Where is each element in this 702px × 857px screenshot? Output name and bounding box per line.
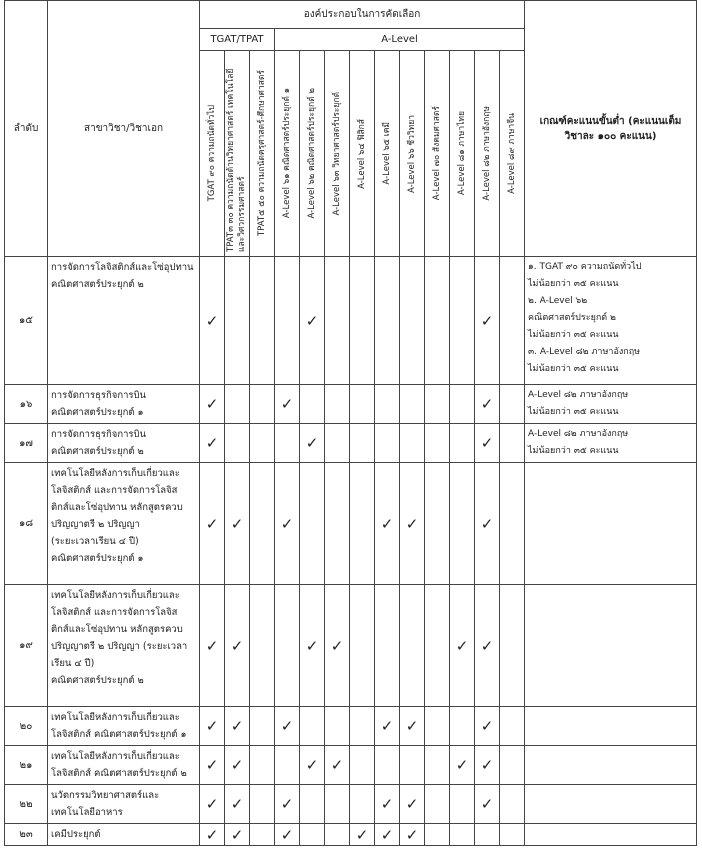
check-mark-icon: ✓ (280, 795, 294, 813)
check-mark-icon: ✓ (280, 395, 294, 413)
header-seq: ลำดับ (5, 1, 48, 257)
check-mark-icon: ✓ (280, 825, 294, 844)
check-mark-icon: ✓ (205, 717, 219, 735)
row-criteria (525, 824, 697, 846)
row-criteria (525, 257, 697, 385)
check-cell (450, 824, 475, 846)
check-cell (475, 824, 500, 846)
check-cell (350, 746, 375, 785)
check-mark-icon: ✓ (380, 795, 394, 813)
check-cell (375, 385, 400, 424)
check-cell (275, 746, 300, 785)
check-cell (500, 463, 525, 585)
check-mark-icon: ✓ (455, 756, 469, 774)
check-mark-icon: ✓ (205, 756, 219, 774)
check-cell (275, 385, 300, 424)
check-cell (500, 257, 525, 385)
header-col-label: A-Level ๖๓ วิทยาศาสตร์ประยุกต์ (331, 91, 342, 216)
check-cell (475, 746, 500, 785)
check-cell (425, 424, 450, 463)
check-cell (350, 257, 375, 385)
row-seq: ๑๙ (5, 585, 48, 707)
check-cell (450, 385, 475, 424)
check-cell (475, 385, 500, 424)
check-cell (425, 585, 450, 707)
check-cell (475, 257, 500, 385)
table-row (5, 424, 697, 463)
check-cell (350, 824, 375, 846)
major-line: เทคโนโลยีหลังการเก็บเกี่ยวและ (51, 751, 180, 762)
check-cell (475, 785, 500, 824)
row-criteria (525, 585, 697, 707)
major-line: ติกส์และโซ่อุปทาน หลักสูตรควบ (51, 624, 183, 635)
check-cell (500, 785, 525, 824)
header-col-label: A-Level ๖๒ คณิตศาสตร์ประยุกต์ ๒ (306, 88, 317, 219)
check-cell (275, 424, 300, 463)
table-row (5, 385, 697, 424)
check-cell (200, 585, 225, 707)
row-criteria (525, 424, 697, 463)
check-cell (200, 385, 225, 424)
major-line: โลจิสติกส์ คณิตศาสตร์ประยุกต์ ๒ (51, 768, 187, 779)
check-cell (250, 585, 275, 707)
header-col-label: A-Level ๖๕ เคมี (381, 122, 392, 185)
check-cell (250, 257, 275, 385)
header-col-label: TPAT๕ ๕๐ ความถนัดครุศาสตร์-ศึกษาศาสตร์ (256, 70, 267, 237)
row-major (48, 824, 200, 846)
check-mark-icon: ✓ (230, 825, 244, 844)
check-cell (200, 824, 225, 846)
row-major (48, 746, 200, 785)
major-line: นวัตกรรมวิทยาศาสตร์และ (51, 790, 160, 801)
check-cell (425, 785, 450, 824)
check-mark-icon: ✓ (205, 311, 219, 330)
check-cell (400, 385, 425, 424)
major-line: โลจิสติกส์ และการจัดการโลจิส (51, 485, 178, 496)
check-mark-icon: ✓ (205, 395, 219, 413)
row-seq: ๑๘ (5, 463, 48, 585)
check-cell (450, 746, 475, 785)
check-cell (425, 824, 450, 846)
table-row (5, 585, 697, 707)
check-mark-icon: ✓ (330, 636, 344, 655)
check-cell (400, 257, 425, 385)
check-cell (400, 463, 425, 585)
check-cell (450, 585, 475, 707)
check-cell (300, 785, 325, 824)
header-col-label: A-Level ๗๐ สังคมศาสตร์ (431, 106, 442, 201)
major-line: เทคโนโลยีหลังการเก็บเกี่ยวและ (51, 468, 180, 479)
check-mark-icon: ✓ (305, 311, 319, 330)
check-cell (375, 824, 400, 846)
check-cell (250, 463, 275, 585)
check-cell (475, 707, 500, 746)
header-col-label: TPAT๓ ๓๐ ความถนัดด้านวิทยาศาสตร์ เทคโนโลยี และวิศวกรรมศาสตร์ (226, 68, 247, 252)
table-row (5, 824, 697, 846)
header-col-10 (425, 51, 450, 257)
check-cell (500, 707, 525, 746)
check-mark-icon: ✓ (405, 717, 419, 735)
row-criteria (525, 707, 697, 746)
header-col-label: A-Level ๘๙ ภาษาจีน (506, 113, 517, 194)
header-components: องค์ประกอบในการคัดเลือก (200, 1, 525, 29)
check-cell (325, 257, 350, 385)
check-mark-icon: ✓ (480, 434, 494, 452)
header-group-alevel: A-Level (275, 29, 525, 51)
header-col-2 (225, 51, 250, 257)
check-mark-icon: ✓ (480, 795, 494, 813)
check-cell (275, 463, 300, 585)
row-major (48, 785, 200, 824)
header-col-3 (250, 51, 275, 257)
header-col-13 (500, 51, 525, 257)
check-cell (400, 424, 425, 463)
check-cell (275, 785, 300, 824)
check-cell (325, 785, 350, 824)
check-cell (200, 424, 225, 463)
check-cell (300, 257, 325, 385)
check-cell (225, 463, 250, 585)
row-seq: ๑๗ (5, 424, 48, 463)
row-major (48, 257, 200, 385)
header-col-8 (375, 51, 400, 257)
header-group-tgat: TGAT/TPAT (200, 29, 275, 51)
check-mark-icon: ✓ (480, 717, 494, 735)
major-line: คณิตศาสตร์ประยุกต์ ๑ (51, 553, 144, 564)
table-row (5, 707, 697, 746)
check-cell (250, 707, 275, 746)
check-cell (350, 707, 375, 746)
criteria-line: ไม่น้อยกว่า ๓๕ คะแนน (528, 446, 619, 456)
check-mark-icon: ✓ (480, 395, 494, 413)
major-line: ปริญญาตรี ๒ ปริญญา (51, 519, 140, 530)
criteria-line: A-Level ๘๒ ภาษาอังกฤษ (528, 390, 629, 400)
check-cell (325, 585, 350, 707)
row-criteria (525, 746, 697, 785)
check-cell (325, 707, 350, 746)
check-cell (425, 385, 450, 424)
check-cell (350, 385, 375, 424)
header-major: สาขาวิชา/วิชาเอก (48, 1, 200, 257)
header-col-4 (275, 51, 300, 257)
major-line: การจัดการธุรกิจการบิน (51, 390, 147, 401)
row-major (48, 424, 200, 463)
check-mark-icon: ✓ (480, 514, 494, 533)
table-row (5, 257, 697, 385)
check-cell (225, 424, 250, 463)
check-mark-icon: ✓ (455, 636, 469, 655)
check-mark-icon: ✓ (230, 795, 244, 813)
check-mark-icon: ✓ (480, 636, 494, 655)
row-criteria (525, 463, 697, 585)
major-line: เรียน ๔ ปี) (51, 658, 95, 669)
check-mark-icon: ✓ (305, 636, 319, 655)
criteria-line: A-Level ๘๒ ภาษาอังกฤษ (528, 429, 629, 439)
row-major (48, 385, 200, 424)
check-cell (400, 785, 425, 824)
check-mark-icon: ✓ (405, 514, 419, 533)
check-cell (325, 746, 350, 785)
check-cell (375, 257, 400, 385)
check-cell (450, 463, 475, 585)
check-cell (225, 785, 250, 824)
check-cell (350, 463, 375, 585)
check-mark-icon: ✓ (305, 434, 319, 452)
row-major (48, 463, 200, 585)
major-line: เคมีประยุกต์ (51, 829, 101, 840)
check-cell (200, 746, 225, 785)
check-mark-icon: ✓ (205, 514, 219, 533)
row-seq: ๑๕ (5, 257, 48, 385)
check-cell (275, 707, 300, 746)
check-cell (375, 424, 400, 463)
check-mark-icon: ✓ (230, 717, 244, 735)
check-cell (225, 385, 250, 424)
check-mark-icon: ✓ (405, 825, 419, 844)
check-cell (225, 824, 250, 846)
check-cell (475, 463, 500, 585)
check-mark-icon: ✓ (480, 756, 494, 774)
check-cell (325, 463, 350, 585)
check-cell (275, 585, 300, 707)
header-col-7 (350, 51, 375, 257)
check-cell (375, 707, 400, 746)
check-cell (425, 463, 450, 585)
check-cell (225, 746, 250, 785)
check-cell (500, 385, 525, 424)
check-cell (425, 257, 450, 385)
check-mark-icon: ✓ (205, 825, 219, 844)
major-line: โลจิสติกส์ คณิตศาสตร์ประยุกต์ ๑ (51, 729, 187, 740)
check-cell (275, 824, 300, 846)
criteria-line: ไม่น้อยกว่า ๓๕ คะแนน (528, 364, 619, 374)
check-cell (400, 746, 425, 785)
check-mark-icon: ✓ (280, 514, 294, 533)
table-row (5, 746, 697, 785)
check-cell (375, 463, 400, 585)
check-cell (200, 707, 225, 746)
check-mark-icon: ✓ (380, 717, 394, 735)
check-cell (225, 585, 250, 707)
check-cell (350, 785, 375, 824)
row-criteria (525, 385, 697, 424)
header-col-11 (450, 51, 475, 257)
major-line: เทคโนโลยีหลังการเก็บเกี่ยวและ (51, 590, 180, 601)
check-cell (400, 824, 425, 846)
check-mark-icon: ✓ (230, 514, 244, 533)
check-cell (450, 785, 475, 824)
row-seq: ๒๑ (5, 746, 48, 785)
major-line: เทคโนโลยีอาหาร (51, 807, 123, 818)
header-col-1 (200, 51, 225, 257)
check-mark-icon: ✓ (230, 756, 244, 774)
row-seq: ๑๖ (5, 385, 48, 424)
check-mark-icon: ✓ (305, 756, 319, 774)
check-cell (300, 707, 325, 746)
major-line: ปริญญาตรี ๒ ปริญญา (ระยะเวลา (51, 641, 188, 652)
check-cell (250, 746, 275, 785)
check-cell (450, 707, 475, 746)
check-cell (225, 707, 250, 746)
criteria-line: ไม่น้อยกว่า ๓๕ คะแนน (528, 330, 619, 340)
check-cell (250, 824, 275, 846)
major-line: ติกส์และโซ่อุปทาน หลักสูตรควบ (51, 502, 183, 513)
major-line: การจัดการโลจิสติกส์และโซ่อุปทาน (51, 262, 194, 273)
header-col-12 (475, 51, 500, 257)
table-row (5, 785, 697, 824)
check-cell (500, 424, 525, 463)
criteria-line: ไม่น้อยกว่า ๓๕ คะแนน (528, 279, 619, 289)
check-cell (400, 707, 425, 746)
check-mark-icon: ✓ (355, 825, 369, 844)
check-cell (200, 257, 225, 385)
check-cell (475, 585, 500, 707)
header-col-9 (400, 51, 425, 257)
major-line: คณิตศาสตร์ประยุกต์ ๒ (51, 675, 144, 686)
check-cell (300, 824, 325, 846)
criteria-line: ๓. A-Level ๘๒ ภาษาอังกฤษ (528, 347, 641, 357)
major-line: คณิตศาสตร์ประยุกต์ ๒ (51, 279, 144, 290)
row-major (48, 707, 200, 746)
check-mark-icon: ✓ (480, 311, 494, 330)
major-line: การจัดการธุรกิจการบิน (51, 429, 147, 440)
header-col-label: TGAT ๙๐ ความถนัดทั่วไป (206, 105, 217, 202)
major-line: เทคโนโลยีหลังการเก็บเกี่ยวและ (51, 712, 180, 723)
header-criteria: เกณฑ์คะแนนขั้นต่ำ (คะแนนเต็ม วิชาละ ๑๐๐ คะแนน) (525, 1, 697, 257)
check-cell (325, 424, 350, 463)
check-mark-icon: ✓ (380, 514, 394, 533)
header-col-label: A-Level ๖๑ คณิตศาสตร์ประยุกต์ ๑ (281, 88, 292, 219)
check-cell (350, 585, 375, 707)
check-cell (375, 785, 400, 824)
check-mark-icon: ✓ (205, 795, 219, 813)
check-mark-icon: ✓ (380, 825, 394, 844)
check-cell (400, 585, 425, 707)
check-mark-icon: ✓ (230, 636, 244, 655)
check-cell (325, 824, 350, 846)
check-cell (425, 746, 450, 785)
check-cell (300, 385, 325, 424)
admission-table (4, 0, 697, 846)
header-col-label: A-Level ๖๖ ชีววิทยา (406, 114, 417, 193)
header-col-label: A-Level ๘๑ ภาษาไทย (456, 111, 467, 196)
header-col-6 (325, 51, 350, 257)
check-cell (425, 707, 450, 746)
check-cell (500, 824, 525, 846)
check-cell (475, 424, 500, 463)
criteria-line: คณิตศาสตร์ประยุกต์ ๒ (528, 313, 616, 323)
check-cell (325, 385, 350, 424)
major-line: คณิตศาสตร์ประยุกต์ ๒ (51, 446, 144, 457)
check-mark-icon: ✓ (330, 756, 344, 774)
criteria-line: ๑. TGAT ๙๐ ความถนัดทั่วไป (528, 262, 642, 272)
check-cell (300, 463, 325, 585)
major-line: โลจิสติกส์ และการจัดการโลจิส (51, 607, 178, 618)
check-cell (200, 463, 225, 585)
major-line: คณิตศาสตร์ประยุกต์ ๑ (51, 407, 144, 418)
check-mark-icon: ✓ (405, 795, 419, 813)
check-cell (275, 257, 300, 385)
check-cell (300, 746, 325, 785)
check-cell (450, 257, 475, 385)
row-criteria (525, 785, 697, 824)
check-cell (375, 746, 400, 785)
check-cell (300, 585, 325, 707)
check-cell (450, 424, 475, 463)
check-cell (250, 785, 275, 824)
row-seq: ๒๓ (5, 824, 48, 846)
header-col-label: A-Level ๘๒ ภาษาอังกฤษ (481, 106, 492, 201)
check-cell (250, 385, 275, 424)
row-seq: ๒๒ (5, 785, 48, 824)
check-cell (225, 257, 250, 385)
header-col-5 (300, 51, 325, 257)
check-mark-icon: ✓ (205, 636, 219, 655)
check-cell (375, 585, 400, 707)
row-seq: ๒๐ (5, 707, 48, 746)
header-col-label: A-Level ๖๔ ฟิสิกส์ (356, 118, 367, 189)
criteria-line: ไม่น้อยกว่า ๓๕ คะแนน (528, 407, 619, 417)
check-cell (350, 424, 375, 463)
check-cell (250, 424, 275, 463)
major-line: (ระยะเวลาเรียน ๔ ปี) (51, 536, 139, 547)
criteria-line: ๒. A-Level ๖๒ (528, 296, 588, 306)
check-cell (500, 585, 525, 707)
check-mark-icon: ✓ (280, 717, 294, 735)
check-cell (500, 746, 525, 785)
check-mark-icon: ✓ (205, 434, 219, 452)
row-major (48, 585, 200, 707)
check-cell (300, 424, 325, 463)
check-cell (200, 785, 225, 824)
table-row (5, 463, 697, 585)
